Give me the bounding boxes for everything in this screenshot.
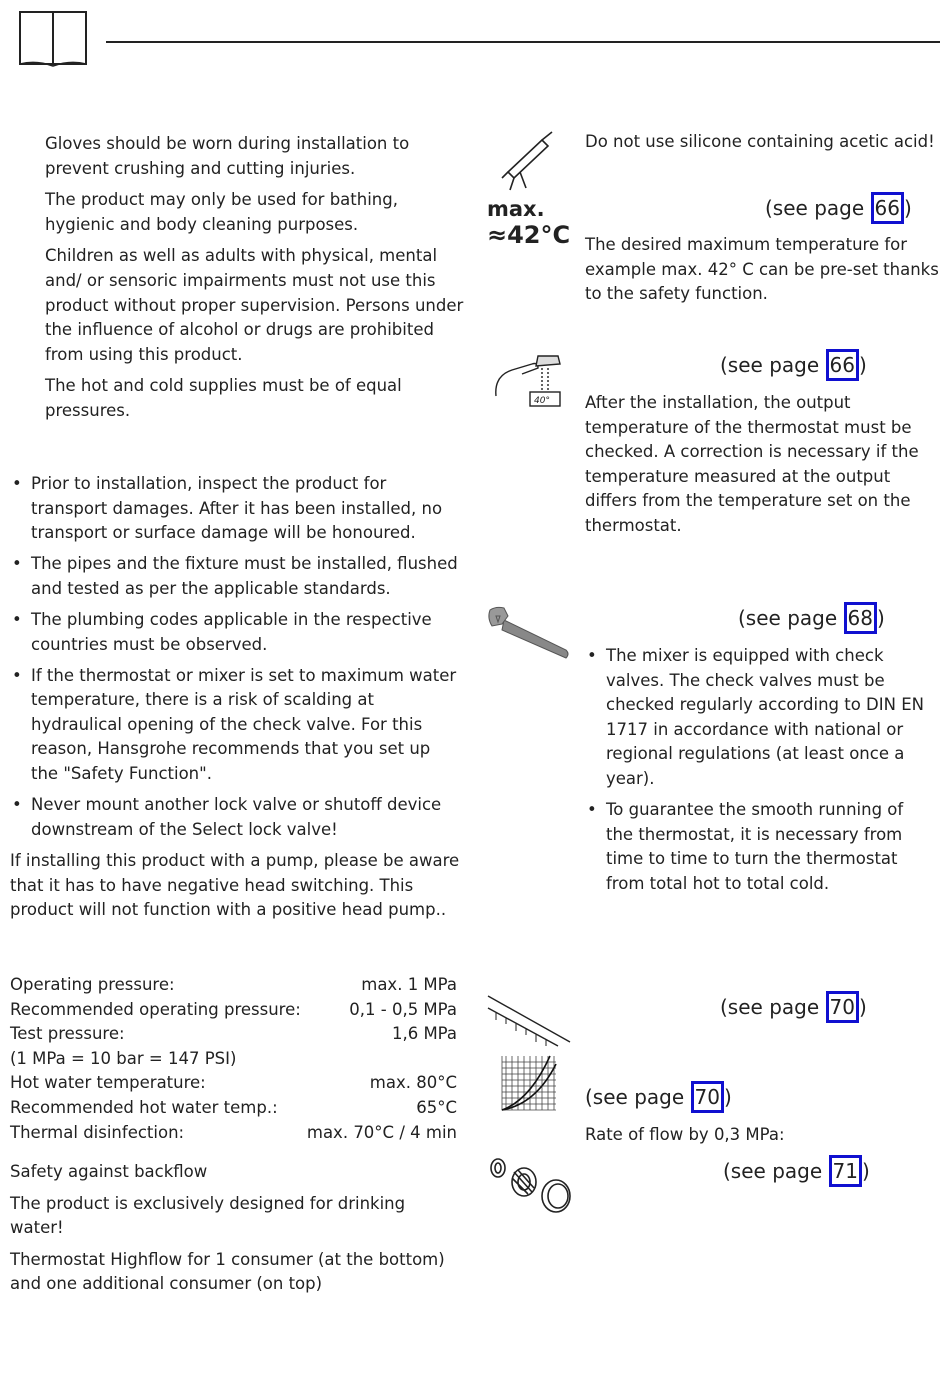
flow-rate-text: Rate of flow by 0,3 MPa: xyxy=(585,1125,785,1144)
technical-specs xyxy=(10,973,457,1145)
maintenance-note: • To guarantee the smooth running of the thermostat, it is necessary from time to time to turn the thermostat from total hot to total cold. xyxy=(587,800,904,893)
install-notes xyxy=(10,472,462,849)
install-note: • The plumbing codes applicable in the respective countries must be observed. xyxy=(12,609,432,654)
page-link[interactable]: 66 xyxy=(871,192,904,224)
safety-note: The hot and cold supplies must be of equal pressures. xyxy=(45,376,402,420)
highflow-note: Thermostat Highflow for 1 consumer (at the bottom) and one additional consumer (on top) xyxy=(10,1249,445,1294)
spec-row: Operating pressure: max. 1 MPa xyxy=(10,975,457,994)
spec-row: Hot water temperature: max. 80°C xyxy=(10,1073,457,1093)
install-note: • If the thermostat or mixer is set to maximum water temperature, there is a risk of scalding at hydraulical opening of the check valve. For this reason, Hansgrohe recommends that you set up the "Safety Function". xyxy=(12,665,457,784)
page-link[interactable]: 68 xyxy=(844,602,877,634)
calibration-text: After the installation, the output temperature of the thermostat must be checked. A correction is necessary if the temperature measured at the output differs from the temperature set on the thermostat. xyxy=(585,393,919,535)
safety-note: The product may only be used for bathing, hygienic and body cleaning purposes. xyxy=(45,190,398,234)
hand-thermometer-icon xyxy=(492,352,564,414)
ruler-dimensions-icon xyxy=(486,994,572,1054)
page-link[interactable]: 70 xyxy=(826,991,859,1023)
see-page-ref: (see page 70 ) xyxy=(585,1081,732,1113)
extra-notes xyxy=(10,1160,462,1297)
open-book-icon xyxy=(18,10,88,72)
see-page-ref: (see page 70 ) xyxy=(720,991,867,1023)
spare-parts-icon xyxy=(488,1156,574,1218)
max-temperature-icon: max. ≈42°C xyxy=(487,197,571,249)
drinking-water-note: The product is exclusively designed for drinking water! xyxy=(10,1193,406,1238)
maintenance-note: • The mixer is equipped with check valves. The check valves must be checked regularly according to DIN EN 1717 in accordance with national or regional regulations (at least once a year). xyxy=(587,646,924,788)
spec-row: Test pressure: 1,6 MPa xyxy=(10,1024,457,1044)
flow-diagram-icon xyxy=(500,1054,558,1116)
wrench-icon xyxy=(486,604,572,664)
spec-row: Thermal disinfection: max. 70°C / 4 min xyxy=(10,1122,457,1142)
spec-row: (1 MPa = 10 bar = 147 PSI) xyxy=(10,1048,237,1068)
page-link[interactable]: 70 xyxy=(691,1081,724,1113)
see-page-ref: (see page 66 ) xyxy=(765,192,912,224)
backflow-note: Safety against backflow xyxy=(10,1162,208,1181)
safety-note: Gloves should be worn during installation to prevent crushing and cutting injuries. xyxy=(45,134,410,178)
see-page-ref: (see page 68 ) xyxy=(738,602,885,634)
install-note: • The pipes and the fixture must be installed, flushed and tested as per the applicable standards. xyxy=(12,554,458,598)
safety-note: Children as well as adults with physical, mental and/ or sensoric impairments must not use this product without proper supervision. Persons under the influence of alcohol or drugs are prohibited from using this product. xyxy=(45,246,464,364)
page-link[interactable]: 71 xyxy=(829,1155,862,1187)
pump-note: If installing this product with a pump, please be aware that it has to have negative head switching. This product will not function with a positive head pump.. xyxy=(10,851,460,920)
install-note: • Prior to installation, inspect the product for transport damages. After it has been installed, no transport or surface damage will be honoured. xyxy=(12,474,443,543)
see-page-ref: (see page 71 ) xyxy=(723,1155,870,1187)
spec-row: Recommended operating pressure: 0,1 - 0,5 MPa xyxy=(10,999,457,1019)
page-link[interactable]: 66 xyxy=(826,349,859,381)
install-note: • Never mount another lock valve or shutoff device downstream of the Select lock valve! xyxy=(12,795,442,839)
maintenance-notes xyxy=(585,644,933,903)
see-page-ref: (see page 66 ) xyxy=(720,349,867,381)
silicone-gun-icon xyxy=(496,130,560,196)
header-rule xyxy=(106,41,940,43)
safety-notes xyxy=(45,132,465,431)
safety-function-text: The desired maximum temperature for example max. 42° C can be pre-set thanks to the safety function. xyxy=(585,235,939,304)
spec-row: Recommended hot water temp.: 65°C xyxy=(10,1097,457,1117)
silicone-note: Do not use silicone containing acetic acid! xyxy=(585,132,935,151)
svg-text:40°: 40° xyxy=(534,396,550,406)
